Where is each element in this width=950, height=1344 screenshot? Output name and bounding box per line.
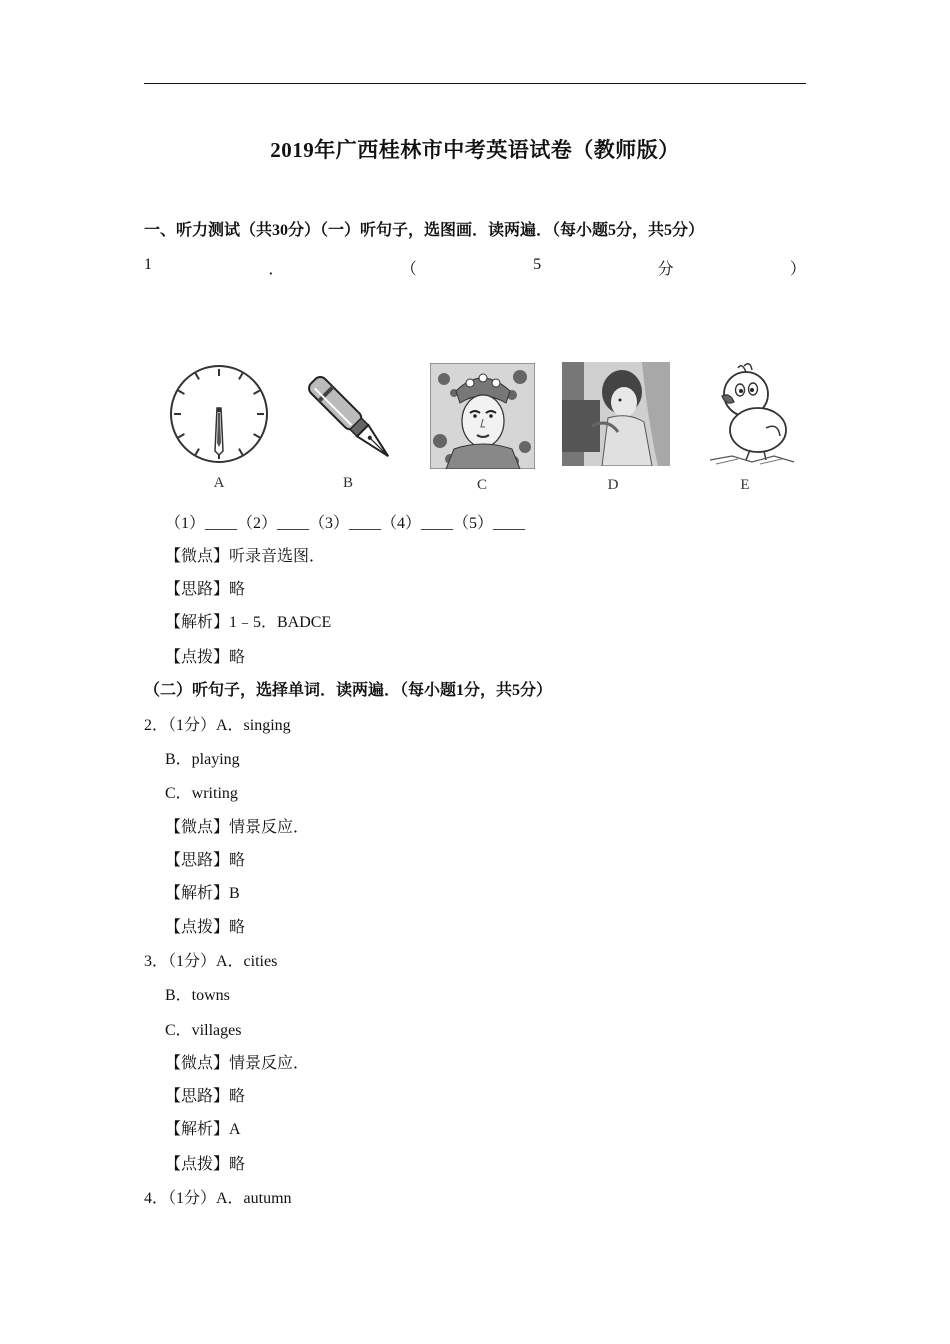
- q1-approach: 【思路】略: [165, 581, 246, 598]
- q3-stem: 3．（1分）A．cities: [144, 953, 278, 970]
- question-1-stem: [144, 256, 806, 276]
- q4-stem: 4．（1分）A．autumn: [144, 1190, 292, 1207]
- q1-analysis: 【解析】1﹣5．BADCE: [165, 614, 332, 631]
- picture-label-e: E: [740, 477, 750, 493]
- page-title: 2019年广西桂林市中考英语试卷（教师版）: [270, 138, 680, 162]
- header-rule: [144, 83, 806, 84]
- q2-analysis: 【解析】B: [165, 885, 240, 902]
- q1-score: 5: [533, 256, 542, 273]
- q3-analysis: 【解析】A: [165, 1121, 241, 1138]
- q3-option-b: B．towns: [165, 987, 230, 1004]
- clock-picture: [168, 363, 270, 465]
- chick-picture: [702, 360, 798, 468]
- q3-approach: 【思路】略: [165, 1088, 246, 1105]
- q2-micro-point: 【微点】情景反应．: [165, 819, 310, 836]
- q1-paren-open: （: [400, 261, 417, 278]
- section2-header: （二）听句子，选择单词．读两遍．（每小题1分，共5分）: [144, 682, 553, 699]
- q3-tip: 【点拨】略: [165, 1156, 246, 1173]
- q1-micro-point: 【微点】听录音选图．: [165, 548, 326, 565]
- q2-approach: 【思路】略: [165, 852, 246, 869]
- q1-number: 1: [144, 256, 152, 273]
- q3-option-c: C．villages: [165, 1022, 242, 1039]
- q1-tip: 【点拨】略: [165, 649, 246, 666]
- pen-picture: [300, 368, 400, 468]
- q2-tip: 【点拨】略: [165, 919, 246, 936]
- picture-label-b: B: [342, 475, 353, 491]
- picture-label-c: C: [476, 477, 487, 493]
- picture-label-d: D: [607, 477, 619, 493]
- q3-micro-point: 【微点】情景反应．: [165, 1055, 310, 1072]
- opera-photo: [430, 363, 535, 469]
- q1-score-unit: 分: [657, 261, 674, 278]
- answer-blanks: （1）____（2）____（3）____（4）____（5）____: [165, 515, 526, 532]
- q2-option-b: B．playing: [165, 751, 240, 768]
- picture-label-a: A: [213, 475, 225, 491]
- q1-period: ．: [268, 261, 285, 278]
- section1-header: 一、听力测试（共30分）（一）听句子，选图画．读两遍．（每小题5分，共5分）: [144, 222, 705, 239]
- q2-option-c: C．writing: [165, 785, 238, 802]
- q1-paren-close: ）: [789, 261, 806, 278]
- q2-stem: 2．（1分）A．singing: [144, 717, 291, 734]
- people-photo: [562, 362, 670, 466]
